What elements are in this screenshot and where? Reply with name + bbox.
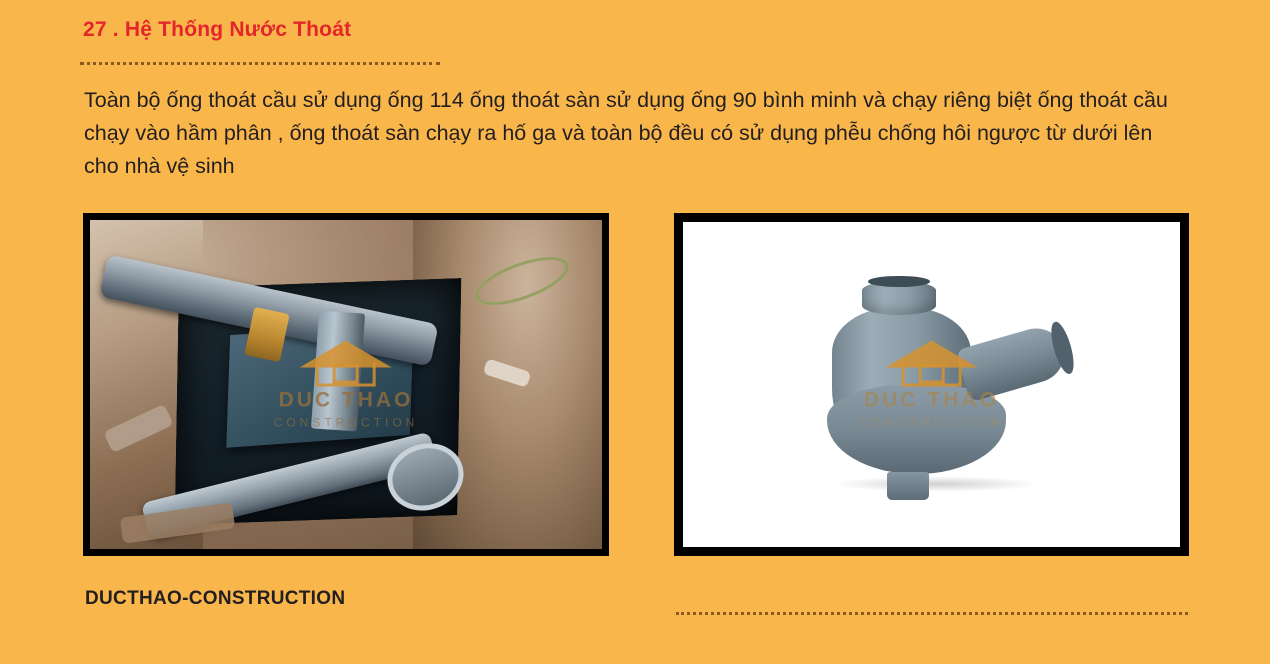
watermark-name: DUC THAO <box>864 388 999 411</box>
watermark-subtitle: CONSTRUCTION <box>859 415 1004 429</box>
title-divider <box>80 58 440 65</box>
photo-right-image <box>683 222 1180 547</box>
page-title: 27 . Hệ Thống Nước Thoát <box>83 18 352 41</box>
photo-left-frame <box>83 213 609 556</box>
footer-brand: DUCTHAO-CONSTRUCTION <box>85 588 346 609</box>
photo-left-image <box>90 220 602 549</box>
watermark-name: DUC THAO <box>278 388 414 411</box>
fitting-cleanout-cap <box>887 472 929 500</box>
fitting-top-socket <box>862 281 937 315</box>
product-scene <box>683 222 1180 547</box>
footer-divider <box>676 608 1188 615</box>
watermark-subtitle: CONSTRUCTION <box>273 415 419 429</box>
photo-right-frame <box>674 213 1189 556</box>
body-paragraph: Toàn bộ ống thoát cầu sử dụng ống 114 ống thoát sàn sử dụng ống 90 bình minh và chạy riêng biệt ống thoát cầu chạy vào hầm phân , ống thoát sàn chạy ra hố ga và toàn bộ đều có sử dụng phễu chống hôi ngược từ dưới lên cho nhà vệ sinh <box>84 88 1168 178</box>
pipe-vertical <box>311 311 365 432</box>
trench-scene <box>90 220 602 549</box>
pvc-p-trap-fitting <box>812 281 1061 483</box>
fitting-outlet <box>956 322 1071 403</box>
